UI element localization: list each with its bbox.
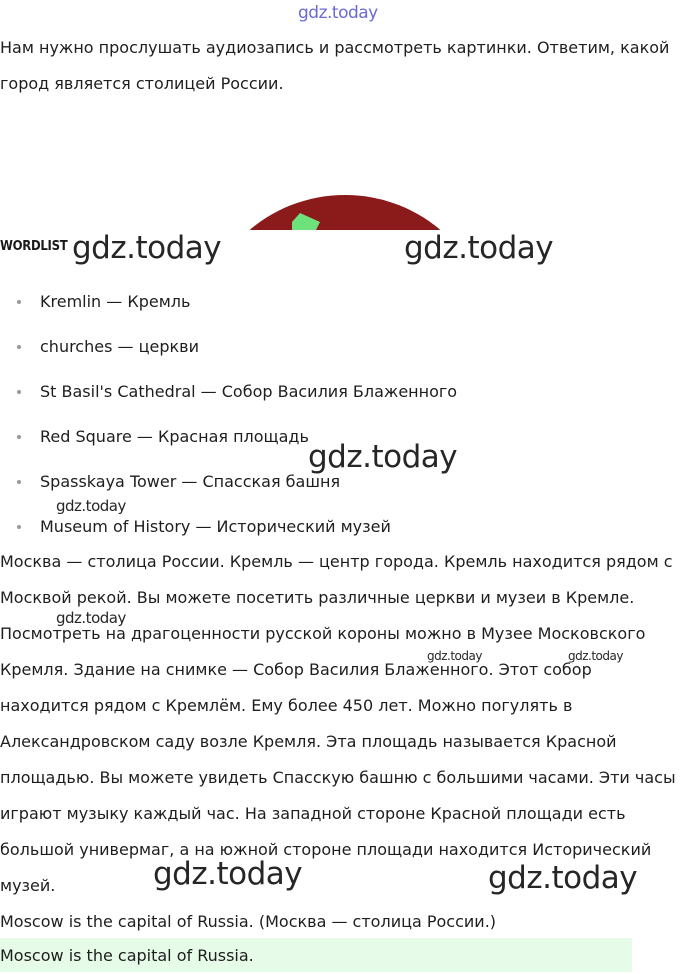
- top-watermark: gdz.today: [298, 3, 378, 23]
- intro-text: Нам нужно прослушать аудиозапись и рассмотреть картинки. Ответим, какой город является столицей России.: [0, 38, 670, 93]
- watermark: gdz.today: [404, 230, 554, 266]
- list-item: [0, 370, 457, 415]
- bullet-icon: [17, 435, 21, 439]
- bullet-icon: [17, 345, 21, 349]
- watermark: gdz.today: [56, 609, 126, 627]
- translation-text: Moscow is the capital of Russia. (Москва — столица России.): [0, 912, 497, 931]
- player-circle[interactable]: [203, 195, 487, 230]
- watermark: gdz.today: [72, 230, 222, 266]
- audio-player[interactable]: [0, 100, 680, 230]
- list-item-text: churches — церкви: [40, 337, 199, 356]
- bullet-icon: [17, 300, 21, 304]
- list-item-text: Kremlin — Кремль: [40, 292, 191, 311]
- list-item-text: Red Square — Красная площадь: [40, 427, 309, 446]
- watermark: gdz.today: [427, 649, 482, 663]
- list-item: [0, 325, 457, 370]
- watermark: gdz.today: [488, 860, 638, 896]
- watermark: gdz.today: [308, 439, 458, 475]
- watermark: gdz.today: [56, 497, 126, 515]
- watermark: gdz.today: [153, 856, 303, 892]
- list-item-text: Museum of History — Исторический музей: [40, 517, 391, 536]
- answer-highlight: Moscow is the capital of Russia.: [0, 938, 632, 972]
- list-item: [0, 280, 457, 325]
- wordlist-title: WORDLIST: [0, 239, 68, 254]
- bullet-icon: [17, 390, 21, 394]
- list-item-text: St Basil's Cathedral — Собор Василия Блаженного: [40, 382, 458, 401]
- audio-player-graphic[interactable]: [0, 100, 680, 230]
- body-text: Москва — столица России. Кремль — центр города. Кремль находится рядом с Москвой рекой. Вы можете посетить различные церкви и музеи в Кремле. Посмотреть на драгоценности русской короны можно в Музее Московского Кремля. Здание на снимке — Собор Василия Блаженного. Этот собор находится рядом с Кремлём. Ему более 450 лет. Можно погулять в Александровском саду возле Кремля. Эта площадь называется Красной площадью. Вы можете увидеть Спасскую башню с большими часами. Эти часы играют музыку каждый час. На западной стороне Красной площади есть большой универмаг, а на южной стороне площади находится Исторический музей.: [0, 552, 676, 895]
- list-item-text: Spasskaya Tower — Спасская башня: [40, 472, 341, 491]
- bullet-icon: [17, 525, 21, 529]
- watermark: gdz.today: [568, 649, 623, 663]
- bullet-icon: [17, 480, 21, 484]
